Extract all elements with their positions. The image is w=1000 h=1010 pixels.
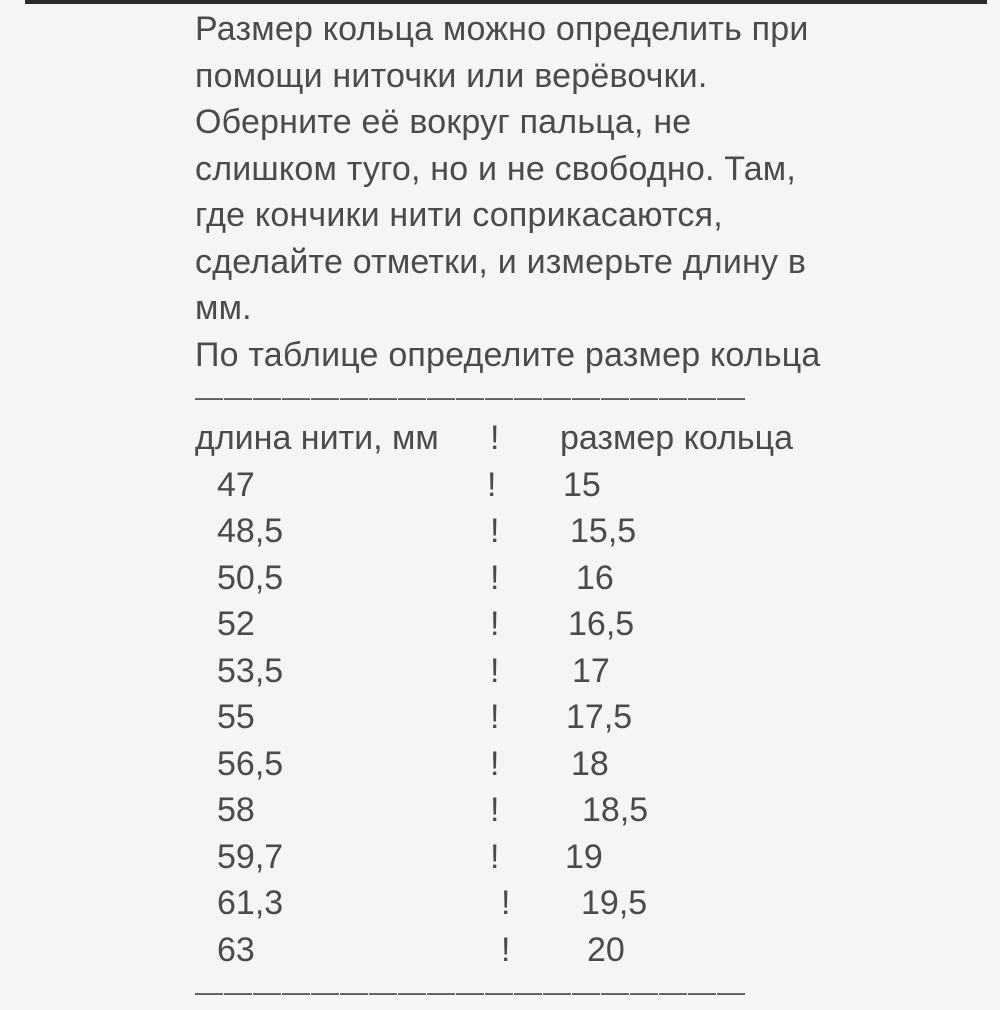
table-row	[195, 741, 895, 788]
thread-length-cell: 63	[217, 930, 255, 969]
ring-size-cell: 20	[587, 930, 625, 969]
column-separator: !	[490, 744, 500, 783]
column-separator: !	[490, 651, 500, 690]
ring-size-cell: 15,5	[570, 512, 637, 550]
ring-size-cell: 16	[576, 558, 614, 597]
intro-line: сделайте отметки, и измерьте длину в	[195, 242, 807, 281]
column-separator: !	[501, 884, 511, 922]
thread-length-cell: 53,5	[217, 651, 284, 690]
intro-line: Оберните её вокруг пальца, не	[195, 103, 692, 141]
table-row	[195, 927, 895, 974]
thread-length-cell: 52	[217, 605, 255, 643]
intro-line: Размер кольца можно определить при	[195, 10, 809, 48]
ring-size-cell: 16,5	[568, 605, 635, 643]
thread-length-cell: 58	[217, 791, 255, 829]
table-row	[195, 694, 895, 741]
document-content	[195, 6, 895, 1010]
column-separator: !	[487, 465, 497, 504]
ring-size-column-header: размер кольца	[560, 419, 794, 457]
column-separator: !	[490, 698, 500, 736]
ring-size-table	[195, 415, 895, 973]
thread-length-cell: 48,5	[217, 512, 284, 550]
intro-line: где кончики нити соприкасаются,	[195, 196, 723, 234]
table-row	[195, 834, 895, 881]
top-bar	[25, 0, 987, 4]
intro-line: По таблице определите размер кольца	[195, 335, 821, 374]
column-separator: !	[490, 837, 500, 876]
intro-line: мм.	[195, 289, 252, 327]
ring-size-cell: 18,5	[582, 791, 649, 829]
column-separator: !	[501, 930, 511, 969]
ring-size-cell: 19,5	[581, 884, 648, 922]
divider-bottom: ———————————————————	[195, 976, 746, 1007]
intro-line: слишком туго, но и не свободно. Там,	[195, 149, 797, 188]
thread-length-cell: 55	[217, 698, 255, 736]
ring-size-cell: 19	[565, 837, 603, 876]
column-separator: !	[490, 605, 500, 643]
thread-length-cell: 50,5	[217, 558, 284, 597]
ring-size-cell: 15	[563, 465, 601, 504]
thread-length-cell: 47	[217, 465, 255, 504]
table-row	[195, 787, 895, 834]
table-row	[195, 462, 895, 509]
ring-size-table-body	[195, 462, 895, 974]
table-row	[195, 555, 895, 602]
thread-length-cell: 59,7	[217, 837, 284, 876]
column-separator: !	[490, 512, 500, 550]
column-separator: !	[490, 791, 500, 829]
thread-length-column-header: длина нити, мм	[195, 419, 439, 457]
column-separator: !	[490, 558, 500, 597]
table-row	[195, 601, 895, 648]
ring-size-cell: 17	[572, 651, 610, 690]
table-row	[195, 880, 895, 927]
divider-top: ———————————————————	[195, 381, 746, 412]
ring-size-cell: 18	[571, 744, 609, 783]
table-row	[195, 648, 895, 695]
thread-length-cell: 56,5	[217, 744, 284, 783]
intro-text	[195, 6, 895, 378]
ring-size-cell: 17,5	[566, 698, 633, 736]
thread-length-cell: 61,3	[217, 884, 284, 922]
intro-line: помощи ниточки или верёвочки.	[195, 56, 708, 95]
table-row	[195, 508, 895, 555]
table-header-row	[195, 415, 895, 462]
column-separator: !	[490, 419, 500, 457]
